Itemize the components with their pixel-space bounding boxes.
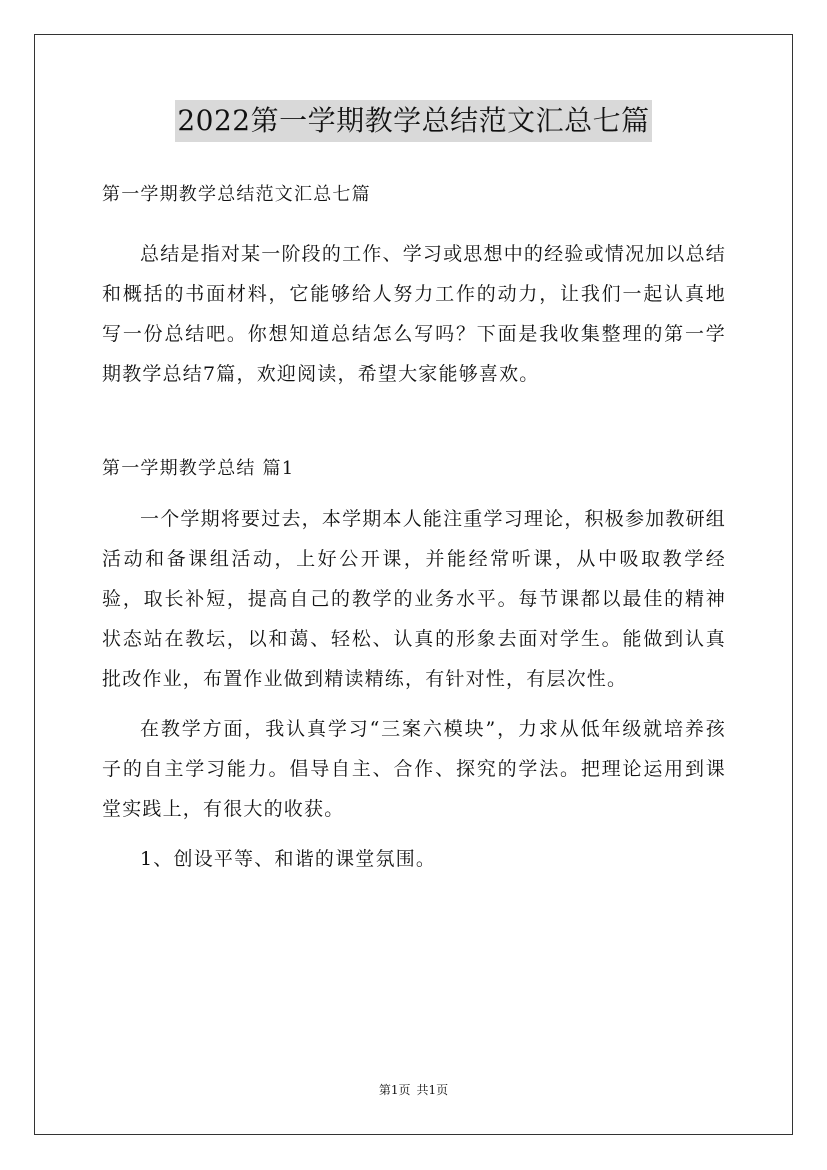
intro-paragraph: 总结是指对某一阶段的工作、学习或思想中的经验或情况加以总结和概括的书面材料，它能够给人努力工作的动力，让我们一起认真地写一份总结吧。你想知道总结怎么写吗？下面是我收集整理的第一学期教学总结7篇，欢迎阅读，希望大家能够喜欢。 (102, 243, 726, 385)
document-title: 2022第一学期教学总结范文汇总七篇 (175, 100, 651, 142)
document-body (102, 175, 726, 879)
title-container (0, 100, 827, 142)
document-subtitle: 第一学期教学总结范文汇总七篇 (102, 184, 371, 205)
list-item: 1、创设平等、和谐的课堂氛围。 (140, 848, 437, 870)
page-footer (0, 1080, 827, 1100)
body-paragraph: 在教学方面，我认真学习“三案六模块”，力求从低年级就培养孩子的自主学习能力。倡导自主、合作、探究的学法。把理论运用到课堂实践上，有很大的收获。 (102, 718, 726, 820)
section-heading: 第一学期教学总结 篇1 (102, 458, 295, 479)
page-number-total: 共1页 (416, 1083, 449, 1097)
page-number-current: 第1页 (378, 1083, 411, 1097)
body-paragraph: 一个学期将要过去，本学期本人能注重学习理论，积极参加教研组活动和备课组活动，上好公开课，并能经常听课，从中吸取教学经验，取长补短，提高自己的教学的业务水平。每节课都以最佳的精神状态站在教坛，以和蔼、轻松、认真的形象去面对学生。能做到认真批改作业，布置作业做到精读精练，有针对性，有层次性。 (102, 508, 726, 690)
